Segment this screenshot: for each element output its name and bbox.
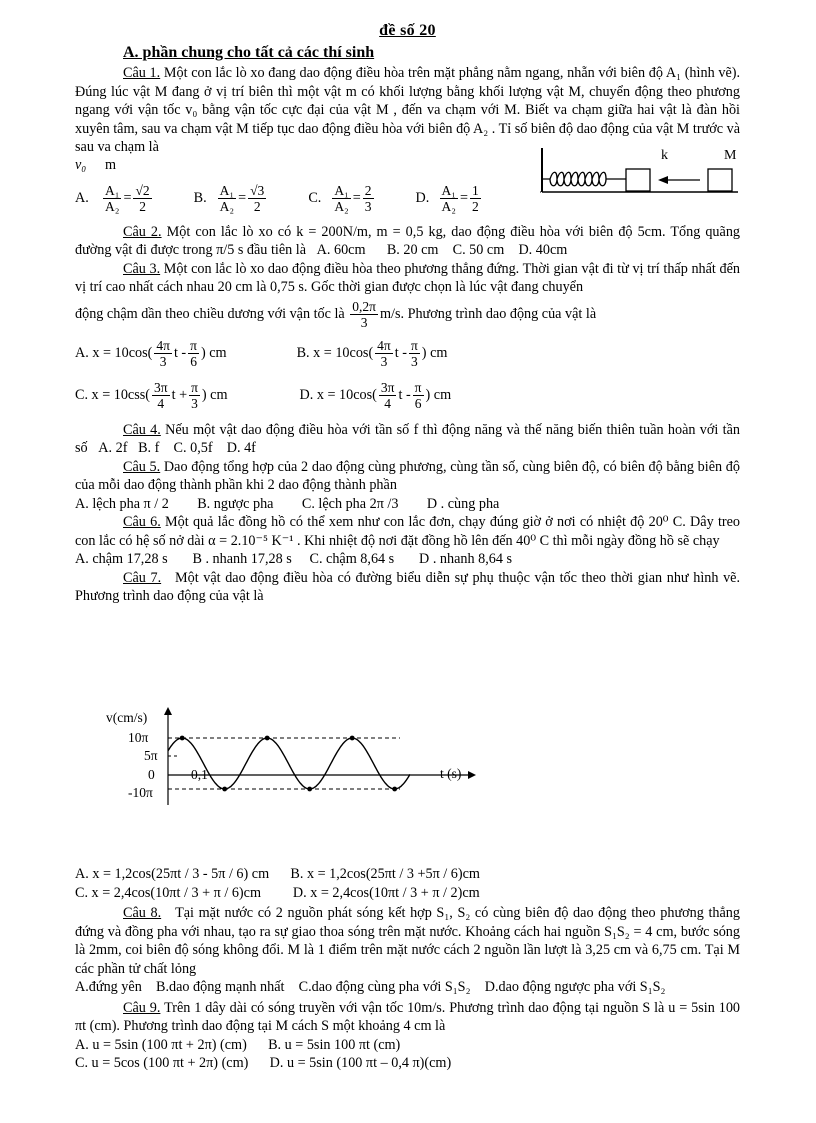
q3-opt-d: D. x = 10cos( bbox=[299, 387, 377, 404]
frac bbox=[189, 380, 200, 411]
page bbox=[75, 22, 740, 606]
frac-num: 1 bbox=[472, 183, 479, 198]
q1-fig-m: m bbox=[105, 156, 117, 173]
frac-den: 6 bbox=[190, 354, 197, 369]
frac-den: 3 bbox=[360, 315, 368, 330]
q3-text2 bbox=[75, 297, 740, 333]
frac-den: A₂ bbox=[105, 199, 120, 214]
frac-den: A₂ bbox=[334, 199, 349, 214]
q9-opt-d: D. u = 5sin (100 πt – 0,4 π)(cm) bbox=[269, 1055, 452, 1071]
q1-opt-a-lhs bbox=[103, 183, 121, 214]
frac-num: √2 bbox=[135, 183, 150, 198]
frac-num: 4π bbox=[156, 338, 170, 353]
q5-text bbox=[75, 458, 740, 495]
frac-den: 3 bbox=[411, 354, 418, 369]
q9-opt-b: B. u = 5sin 100 πt (cm) bbox=[268, 1036, 401, 1053]
q8-options bbox=[75, 978, 740, 997]
q7-body: Một vật dao động điều hòa có đường biểu diễn sự phụ thuộc vận tốc theo thời gian như hình vẽ. Phương trình dao động của vật là bbox=[75, 569, 741, 604]
q9-text bbox=[75, 999, 740, 1036]
q3-b-mid: t - bbox=[394, 345, 407, 362]
frac bbox=[152, 380, 170, 411]
q6-body: Một quả lắc đồng hồ có thể xem như con lắc đơn, chạy đúng giờ ở nơi có nhiệt độ 20⁰ C. Dây treo con lắc có hệ số nở dài α = 2.10⁻⁵ K⁻¹ . Khi nhiệt độ nơi đặt đồng hồ lên đến 40⁰ C thì mỗi ngày đồng hồ sẽ chạy bbox=[75, 514, 741, 549]
q3-opt-c: C. x = 10css( bbox=[75, 387, 150, 404]
frac-num: A₁ bbox=[105, 183, 120, 198]
frac-den: 4 bbox=[157, 396, 165, 411]
q7-options-ab bbox=[75, 865, 740, 884]
q1-opt-a-rhs bbox=[133, 183, 151, 214]
x-arrowhead bbox=[468, 771, 476, 779]
q3-c-mid: t + bbox=[171, 387, 188, 404]
q6-opt-c: C. chậm 8,64 s bbox=[309, 551, 395, 567]
q3-d-mid: t - bbox=[398, 387, 411, 404]
q9-opt-c: C. u = 5cos (100 πt + 2π) (cm) bbox=[75, 1055, 249, 1071]
frac-num: A₁ bbox=[441, 183, 457, 198]
q1-opt-c-label: C. bbox=[308, 190, 322, 207]
q8-opt-b: B.dao động mạnh nhất bbox=[155, 979, 285, 995]
block-m bbox=[708, 169, 732, 191]
q4-opt-c: C. 0,5f bbox=[173, 440, 213, 456]
q4-opt-b: B. f bbox=[138, 440, 160, 456]
frac-num: A₁ bbox=[334, 183, 349, 198]
q9-options-ab bbox=[75, 1036, 740, 1055]
q1-opt-b-lhs bbox=[218, 183, 236, 214]
frac-den: 2 bbox=[253, 199, 261, 214]
q5-opt-b: B. ngược pha bbox=[197, 495, 274, 512]
q9-body: Trên 1 dây dài có sóng truyền với vận tốc 10m/s. Phương trình dao động tại nguồn S là u = 5sin 100 πt (cm). Phương trình dao động tại M cách S một khoảng 4 cm là bbox=[75, 999, 741, 1034]
q1-opt-b-rhs bbox=[248, 183, 266, 214]
q2-opt-b: B. 20 cm bbox=[386, 242, 439, 258]
spring-coil bbox=[543, 172, 626, 186]
frac-num: A₁ bbox=[219, 183, 235, 198]
q4-text bbox=[75, 421, 740, 458]
block-M bbox=[626, 169, 650, 191]
frac bbox=[375, 338, 393, 369]
frac-num: 2 bbox=[364, 183, 372, 198]
q7-graph-ym10: -10π bbox=[128, 785, 153, 800]
q8-opt-c: C.dao động cùng pha với S₁S₂ bbox=[298, 979, 471, 995]
q6-label: Câu 6. bbox=[123, 514, 161, 530]
q7-graph-ylabel: v(cm/s) bbox=[106, 710, 148, 725]
q3-a-end: ) cm bbox=[200, 345, 227, 362]
frac-num: 3π bbox=[380, 380, 395, 395]
q3-d-end: ) cm bbox=[425, 387, 452, 404]
q2-body: Một con lắc lò xo có k = 200N/m, m = 0,5 kg, dao động điều hòa với biên độ 5cm. Tổng quãng đường vật đi được trong π/5 s đầu tiên là bbox=[75, 223, 741, 258]
q7-graph-y5: 5π bbox=[144, 748, 158, 763]
q3-opt-b: B. x = 10cos( bbox=[296, 345, 374, 362]
q4-label: Câu 4. bbox=[123, 421, 161, 438]
q6-options bbox=[75, 550, 740, 569]
q6-text bbox=[75, 513, 740, 550]
q2-opt-d: D. 40cm bbox=[518, 242, 568, 258]
lower-block bbox=[75, 865, 740, 1073]
q7-options-cd bbox=[75, 884, 740, 903]
curve-point bbox=[350, 736, 355, 741]
q3-body2: động chậm dần theo chiều dương với vận tốc là bbox=[75, 306, 345, 323]
q2-text bbox=[75, 223, 740, 260]
frac bbox=[188, 338, 199, 369]
frac-den: 2 bbox=[139, 199, 146, 214]
q6-opt-d: D . nhanh 8,64 s bbox=[419, 551, 513, 567]
frac-den: 3 bbox=[159, 354, 167, 369]
frac bbox=[413, 380, 424, 411]
frac-den: 3 bbox=[364, 199, 372, 214]
q7-label: Câu 7. bbox=[123, 569, 162, 586]
arrowhead bbox=[658, 176, 668, 184]
q8-opt-d: D.dao động ngược pha với S₁S₂ bbox=[484, 979, 666, 995]
q5-body: Dao động tổng hợp của 2 dao động cùng phương, cùng tần số, cùng biên độ, có biên độ bằng biên độ của mỗi dao động thành phần khi 2 dao động thành phần bbox=[75, 458, 740, 493]
q3-b-end: ) cm bbox=[421, 345, 448, 362]
frac-den: A₂ bbox=[219, 199, 235, 214]
q1-opt-d-label: D. bbox=[415, 190, 430, 207]
q6-opt-a: A. chậm 17,28 s bbox=[75, 551, 168, 567]
q3-speed-frac bbox=[350, 299, 378, 330]
q7-opt-c: C. x = 2,4cos(10πt / 3 + π / 6)cm bbox=[75, 884, 261, 901]
q6-opt-b: B . nhanh 17,28 s bbox=[192, 551, 292, 567]
q2-label: Câu 2. bbox=[123, 223, 162, 240]
q7-opt-d: D. x = 2,4cos(10πt / 3 + π / 2)cm bbox=[292, 884, 480, 901]
q8-opt-a: A.đứng yên bbox=[75, 979, 142, 995]
q1-fig-v0: v₀ bbox=[75, 156, 87, 173]
curve-point bbox=[307, 787, 312, 792]
q3-opts-ab bbox=[75, 333, 740, 375]
frac-den: 4 bbox=[384, 396, 392, 411]
frac bbox=[379, 380, 397, 411]
frac-num: 0,2π bbox=[352, 299, 376, 314]
q1-opt-a-label: A. bbox=[75, 190, 89, 207]
q4-opt-d: D. 4f bbox=[226, 440, 256, 456]
q4-body: Nếu một vật dao động điều hòa với tần số f thì động năng và thế năng biến thiên tuần hoàn với tần số bbox=[75, 421, 740, 456]
q8-text bbox=[75, 904, 740, 978]
frac-num: 4π bbox=[377, 338, 391, 353]
frac-num: √3 bbox=[250, 183, 265, 198]
q3-a-mid: t - bbox=[173, 345, 187, 362]
q3-opts-cd bbox=[75, 375, 740, 417]
frac-den: 3 bbox=[191, 396, 198, 411]
q9-options-cd bbox=[75, 1054, 740, 1073]
q5-opt-d: D . cùng pha bbox=[426, 495, 500, 512]
q7-opt-a: A. x = 1,2cos(25πt / 3 - 5π / 6) cm bbox=[75, 866, 270, 882]
q1-text bbox=[75, 64, 740, 157]
q2-opt-a: A. 60cm bbox=[316, 242, 366, 258]
q3-label: Câu 3. bbox=[123, 260, 161, 277]
q7-graph-y0: 0 bbox=[148, 767, 155, 782]
q8-body: Tại mặt nước có 2 nguồn phát sóng kết hợp S₁, S₂ có cùng biên độ dao động theo phương thẳng đứng và đồng pha với nhau, tạo ra sự giao thoa sóng trên mặt nước. Khoảng cách hai nguồn S₁S₂ = 4 cm, bước sóng là 2mm, coi biên độ sóng không đổi. M là 1 điểm trên mặt nước cách 2 nguồn lần lượt là 3,25 cm và 6,75 cm. Tại M các phần tử chất lỏng bbox=[75, 905, 740, 977]
curve-point bbox=[392, 787, 397, 792]
q5-label: Câu 5. bbox=[123, 458, 161, 475]
q4-opt-a: A. 2f bbox=[98, 440, 128, 456]
q9-label: Câu 9. bbox=[123, 999, 161, 1016]
frac-den: 2 bbox=[472, 199, 479, 214]
q1-opt-c-lhs bbox=[332, 183, 350, 214]
q7-graph-x01: 0,1 bbox=[191, 767, 208, 782]
q1-label: Câu 1. bbox=[123, 65, 161, 81]
q1-fig-M-label: M bbox=[724, 148, 737, 163]
q5-opt-c: C. lệch pha 2π /3 bbox=[301, 495, 399, 512]
q3-opt-a: A. x = 10cos( bbox=[75, 345, 153, 362]
curve-point bbox=[265, 736, 270, 741]
q3-text bbox=[75, 260, 740, 297]
frac-den: A₂ bbox=[441, 199, 457, 214]
curve-point bbox=[222, 787, 227, 792]
q3-body3: m/s. Phương trình dao động của vật là bbox=[379, 306, 597, 323]
q3-c-end: ) cm bbox=[201, 387, 228, 404]
q1-opt-b-label: B. bbox=[193, 190, 207, 207]
frac-num: π bbox=[414, 380, 422, 395]
section-heading: A. phần chung cho tất cả các thí sinh bbox=[123, 44, 375, 61]
q7-graph-y10: 10π bbox=[128, 730, 149, 745]
curve-point bbox=[180, 736, 185, 741]
q7-text bbox=[75, 569, 740, 606]
q7-opt-b: B. x = 1,2cos(25πt / 3 +5π / 6)cm bbox=[290, 866, 480, 882]
frac-num: 3π bbox=[154, 380, 168, 395]
q1-body: Một con lắc lò xo đang dao động điều hòa trên mặt phẳng nằm ngang, nhẵn với biên độ A₁ (hình vẽ). Đúng lúc vật M đang ở vị trí biên thì một vật m có khối lượng bằng khối lượng vật M, chuyển động theo phương ngang với vận tốc v₀ bằng vận tốc cực đại của vật M , đến va chạm với M. Biết va chạm giữa hai vật là đàn hồi xuyên tâm, sau va chạm vật M tiếp tục dao động điều hòa với biên độ A₂ . Tỉ số biên độ dao động của vật M trước và sau va chạm là bbox=[75, 65, 741, 155]
frac-num: π bbox=[191, 380, 198, 395]
q1-opt-d-rhs bbox=[470, 183, 481, 214]
frac-num: π bbox=[410, 338, 418, 353]
q2-opt-c: C. 50 cm bbox=[452, 242, 505, 258]
q8-label: Câu 8. bbox=[123, 905, 162, 921]
q5-opt-a: A. lệch pha π / 2 bbox=[75, 495, 169, 512]
q9-opt-a: A. u = 5sin (100 πt + 2π) (cm) bbox=[75, 1036, 247, 1053]
frac bbox=[154, 338, 172, 369]
q1-opt-d-lhs bbox=[440, 183, 458, 214]
q3-body: Một con lắc lò xo dao động điều hòa theo phương thẳng đứng. Thời gian vật đi từ vị trí thấp nhất đến vị trí cao nhất cách nhau 20 cm là 0,75 s. Gốc thời gian được chọn là lúc vật đang chuyển bbox=[75, 260, 740, 295]
frac-den: 3 bbox=[380, 354, 388, 369]
q1-fig-k-label: k bbox=[661, 148, 668, 163]
frac-num: π bbox=[190, 338, 197, 353]
q7-graph-xlabel: t (s) bbox=[440, 766, 462, 781]
frac bbox=[409, 338, 420, 369]
q5-options bbox=[75, 495, 740, 514]
y-arrowhead bbox=[164, 707, 172, 715]
q1-options: A. $\frac{\text{A₁}}{\text{A₂}}$ = $\frac{√2}{2}$ B. $\frac{\text{A₁}}{\text{A₂}}$ = $\frac{√3}{2}$ C. $\frac{\text{A₁}}{\text{A₂}}$ = $\frac{2}{3}$ D. $\frac{\text{A₁}}{\text{A₂}}$ = $\frac{1}{2}$ bbox=[75, 183, 479, 214]
q1-opt-c-rhs bbox=[363, 183, 374, 214]
q1-spring-figure bbox=[540, 148, 740, 194]
page-title: đề số 20 bbox=[379, 22, 436, 39]
frac-den: 6 bbox=[414, 396, 422, 411]
